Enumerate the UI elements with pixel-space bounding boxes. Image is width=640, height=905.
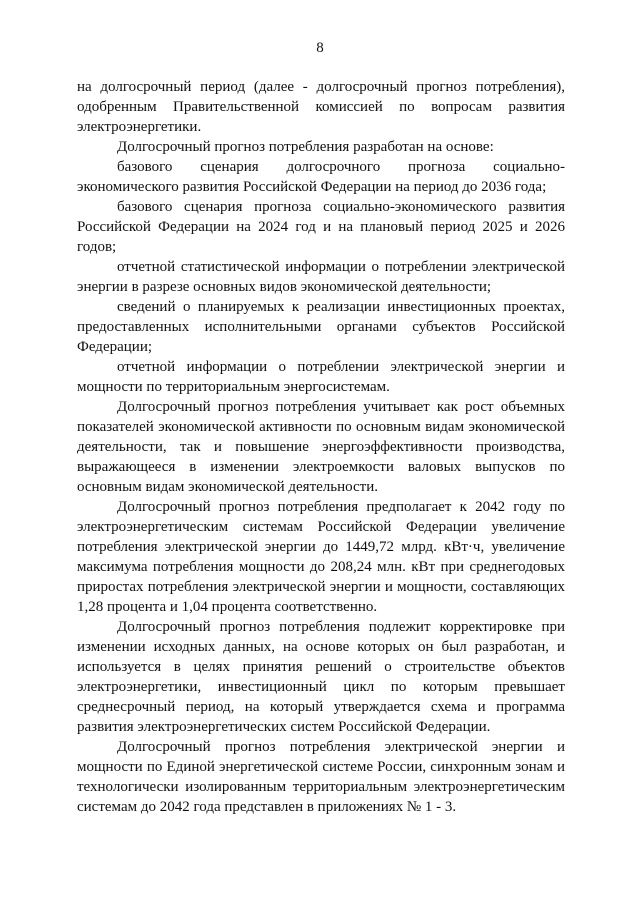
paragraph: Долгосрочный прогноз потребления разработан на основе: <box>117 139 494 155</box>
paragraph: Долгосрочный прогноз потребления учитывает как рост объемных показателей экономической активности по основным видам экономической деятельности, так и повышение энергоэффективности производства, выражающееся в изменении электроемкости валовых выпусков по основным видам экономической деятельности. <box>77 399 565 495</box>
paragraph: Долгосрочный прогноз потребления электрической энергии и мощности по Единой энергетической системе России, синхронным зонам и технологически изолированным территориальным электроэнергетическим системам до 2042 года представлен в приложениях № 1 - 3. <box>77 739 565 815</box>
paragraph: сведений о планируемых к реализации инвестиционных проектах, предоставленных исполнительными органами субъектов Российской Федерации; <box>77 299 565 355</box>
paragraph: отчетной статистической информации о потреблении электрической энергии в разрезе основных видов экономической деятельности; <box>77 259 565 295</box>
paragraph: на долгосрочный период (далее - долгосрочный прогноз потребления), одобренным Правительственной комиссией по вопросам развития электроэнергетики. <box>77 79 565 135</box>
paragraph: Долгосрочный прогноз потребления предполагает к 2042 году по электроэнергетическим системам Российской Федерации увеличение потребления электрической энергии до 1449,72 млрд. кВт·ч, увеличение максимума потребления мощности до 208,24 млн. кВт при среднегодовых приростах потребления электрической энергии и мощности, составляющих 1,28 процента и 1,04 процента соответственно. <box>77 499 565 615</box>
paragraph: отчетной информации о потреблении электрической энергии и мощности по территориальным энергосистемам. <box>77 359 565 395</box>
page-number: 8 <box>316 40 324 56</box>
body-text <box>77 77 565 817</box>
paragraph: базового сценария долгосрочного прогноза социально-экономического развития Российской Федерации на период до 2036 года; <box>77 159 565 195</box>
paragraph: Долгосрочный прогноз потребления подлежит корректировке при изменении исходных данных, на основе которых он был разработан, и используется в целях принятия решений о строительстве объектов электроэнергетики, инвестиционный цикл по которым превышает среднесрочный период, на который утверждается схема и программа развития электроэнергетических систем Российской Федерации. <box>77 619 565 735</box>
paragraph: базового сценария прогноза социально-экономического развития Российской Федерации на 2024 год и на плановый период 2025 и 2026 годов; <box>77 199 565 255</box>
